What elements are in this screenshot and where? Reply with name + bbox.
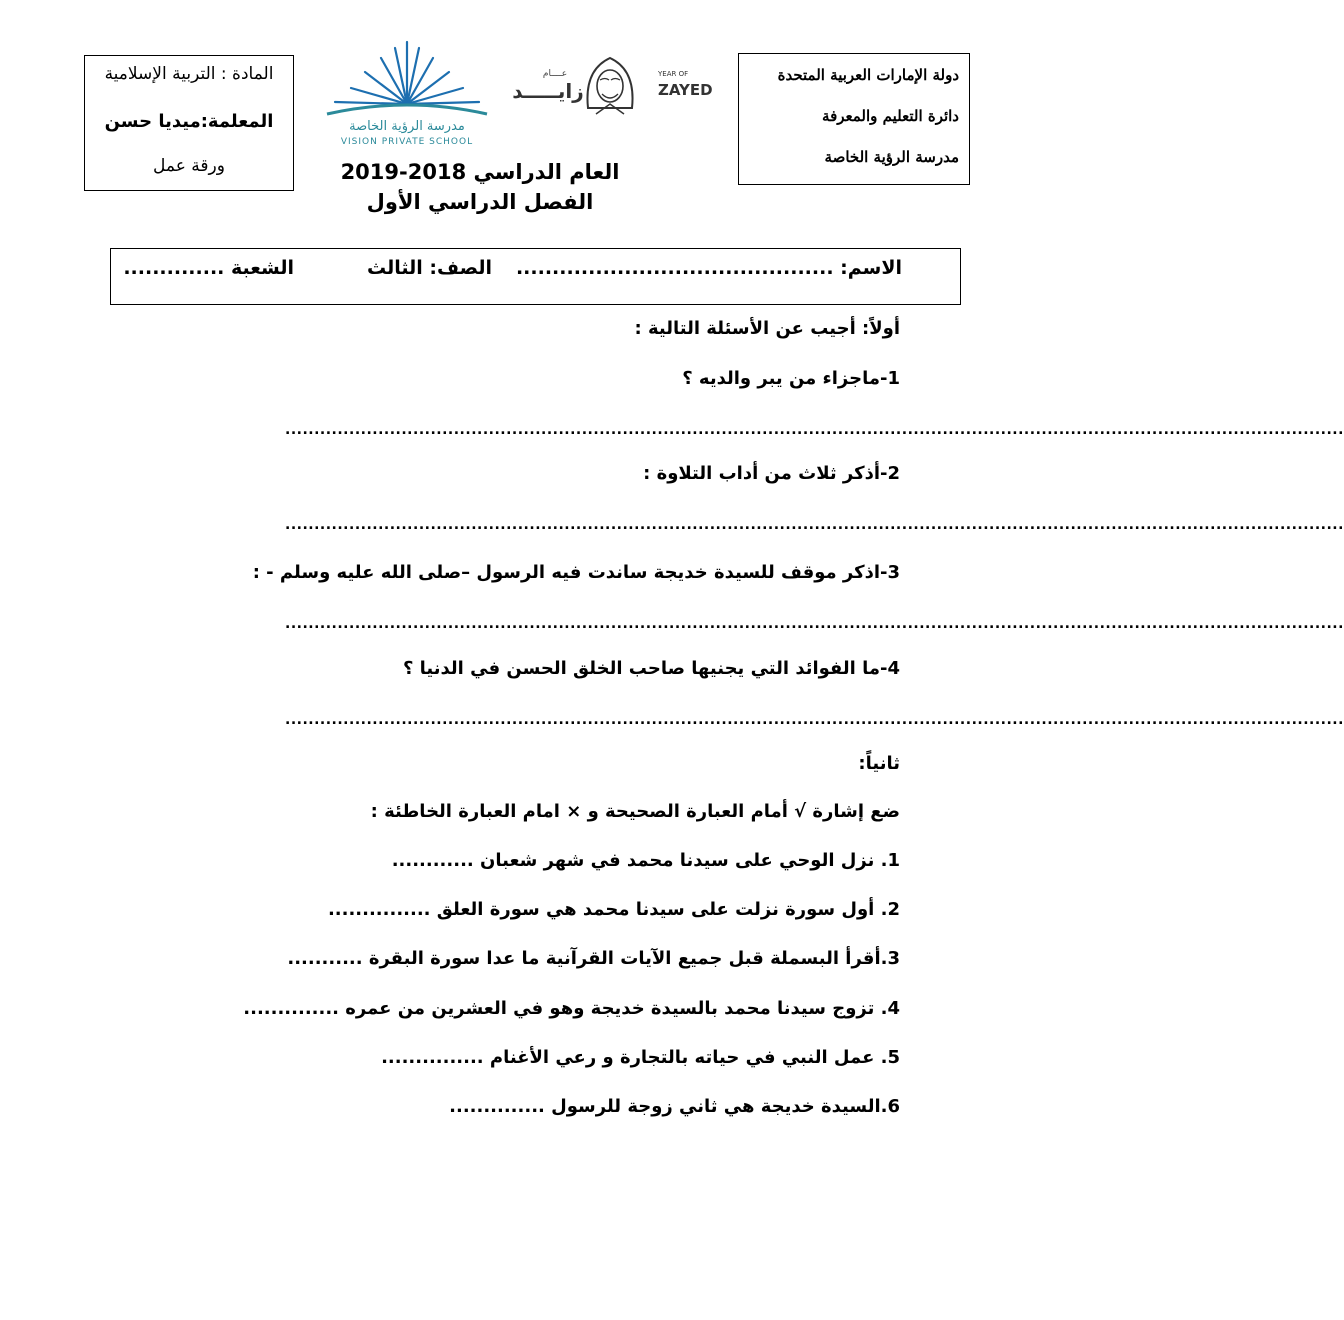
- answer-line-1[interactable]: ......................................................................................................................................................................................: [285, 422, 1344, 438]
- zayed-logo-year-of: YEAR OF: [658, 70, 689, 78]
- statement-4[interactable]: 4. تزوج سيدنا محمد بالسيدة خديجة وهو في العشرين من عمره ..............: [243, 998, 900, 1019]
- issuer-box: [738, 53, 970, 185]
- student-name-field[interactable]: الاسم: ............................................: [515, 257, 902, 279]
- zayed-logo-arabic: زايـــــد: [512, 79, 584, 103]
- school-logo: [315, 38, 500, 153]
- answer-line-3[interactable]: ......................................................................................................................................................................................: [285, 616, 1344, 632]
- term-title: الفصل الدراسي الأول: [366, 190, 594, 214]
- subject-label: المادة : التربية الإسلامية: [104, 64, 274, 84]
- academic-year: العام الدراسي 2018-2019: [340, 160, 620, 184]
- student-grade: الصف: الثالث: [367, 257, 492, 279]
- statement-1[interactable]: 1. نزل الوحي على سيدنا محمد في شهر شعبان ............: [391, 850, 900, 871]
- answer-line-1-row: [0, 422, 1344, 438]
- answer-line-2[interactable]: ......................................................................................................................................................................................: [285, 517, 1344, 533]
- answer-line-2-row: [0, 517, 1344, 533]
- question-3: 3-اذكر موقف للسيدة خديجة ساندت فيه الرسول –صلى الله عليه وسلم - :: [252, 562, 900, 583]
- section1-title: أولاً: أجيب عن الأسئلة التالية :: [634, 318, 900, 339]
- answer-line-3-row: [0, 616, 1344, 632]
- statement-6[interactable]: 6.السيدة خديجة هي ثاني زوجة للرسول ..............: [449, 1096, 900, 1117]
- question-1: 1-ماجزاء من يبر والديه ؟: [682, 368, 900, 389]
- question-2: 2-أذكر ثلاث من أداب التلاوة :: [643, 463, 900, 484]
- section2-instruction: ضع إشارة √ أمام العبارة الصحيحة و × امام العبارة الخاطئة :: [370, 801, 900, 822]
- teacher-label: المعلمة:ميديا حسن: [104, 111, 274, 132]
- answer-line-4[interactable]: ......................................................................................................................................................................................: [285, 712, 1344, 728]
- statement-3[interactable]: 3.أقرأ البسملة قبل جميع الآيات القرآنية ما عدا سورة البقرة ...........: [287, 948, 900, 969]
- worksheet-label: ورقة عمل: [153, 156, 225, 176]
- school-logo-arabic: مدرسة الرؤية الخاصة: [349, 119, 465, 134]
- student-info-box: [110, 248, 961, 305]
- statement-2[interactable]: 2. أول سورة نزلت على سيدنا محمد هي سورة العلق ...............: [327, 899, 900, 920]
- issuer-department: دائرة التعليم والمعرفة: [822, 107, 959, 125]
- question-4: 4-ما الفوائد التي يجنيها صاحب الخلق الحسن في الدنيا ؟: [402, 658, 900, 679]
- sheikh-zayed-portrait-icon: [587, 58, 632, 114]
- zayed-logo-english: ZAYED: [658, 81, 713, 99]
- school-logo-english: VISION PRIVATE SCHOOL: [340, 137, 474, 147]
- subject-box: [84, 55, 294, 191]
- issuer-country: دولة الإمارات العربية المتحدة: [777, 66, 959, 84]
- issuer-school: مدرسة الرؤية الخاصة: [824, 148, 959, 166]
- sunburst-icon: [335, 42, 479, 104]
- year-of-zayed-logo: [510, 50, 725, 120]
- statement-5[interactable]: 5. عمل النبي في حياته بالتجارة و رعي الأغنام ...............: [381, 1047, 900, 1068]
- zayed-logo-small-text: عــــام: [542, 69, 568, 79]
- answer-line-4-row: [0, 712, 1344, 728]
- section2-title: ثانياً:: [858, 753, 900, 774]
- student-section-field[interactable]: الشعبة ..............: [123, 257, 294, 279]
